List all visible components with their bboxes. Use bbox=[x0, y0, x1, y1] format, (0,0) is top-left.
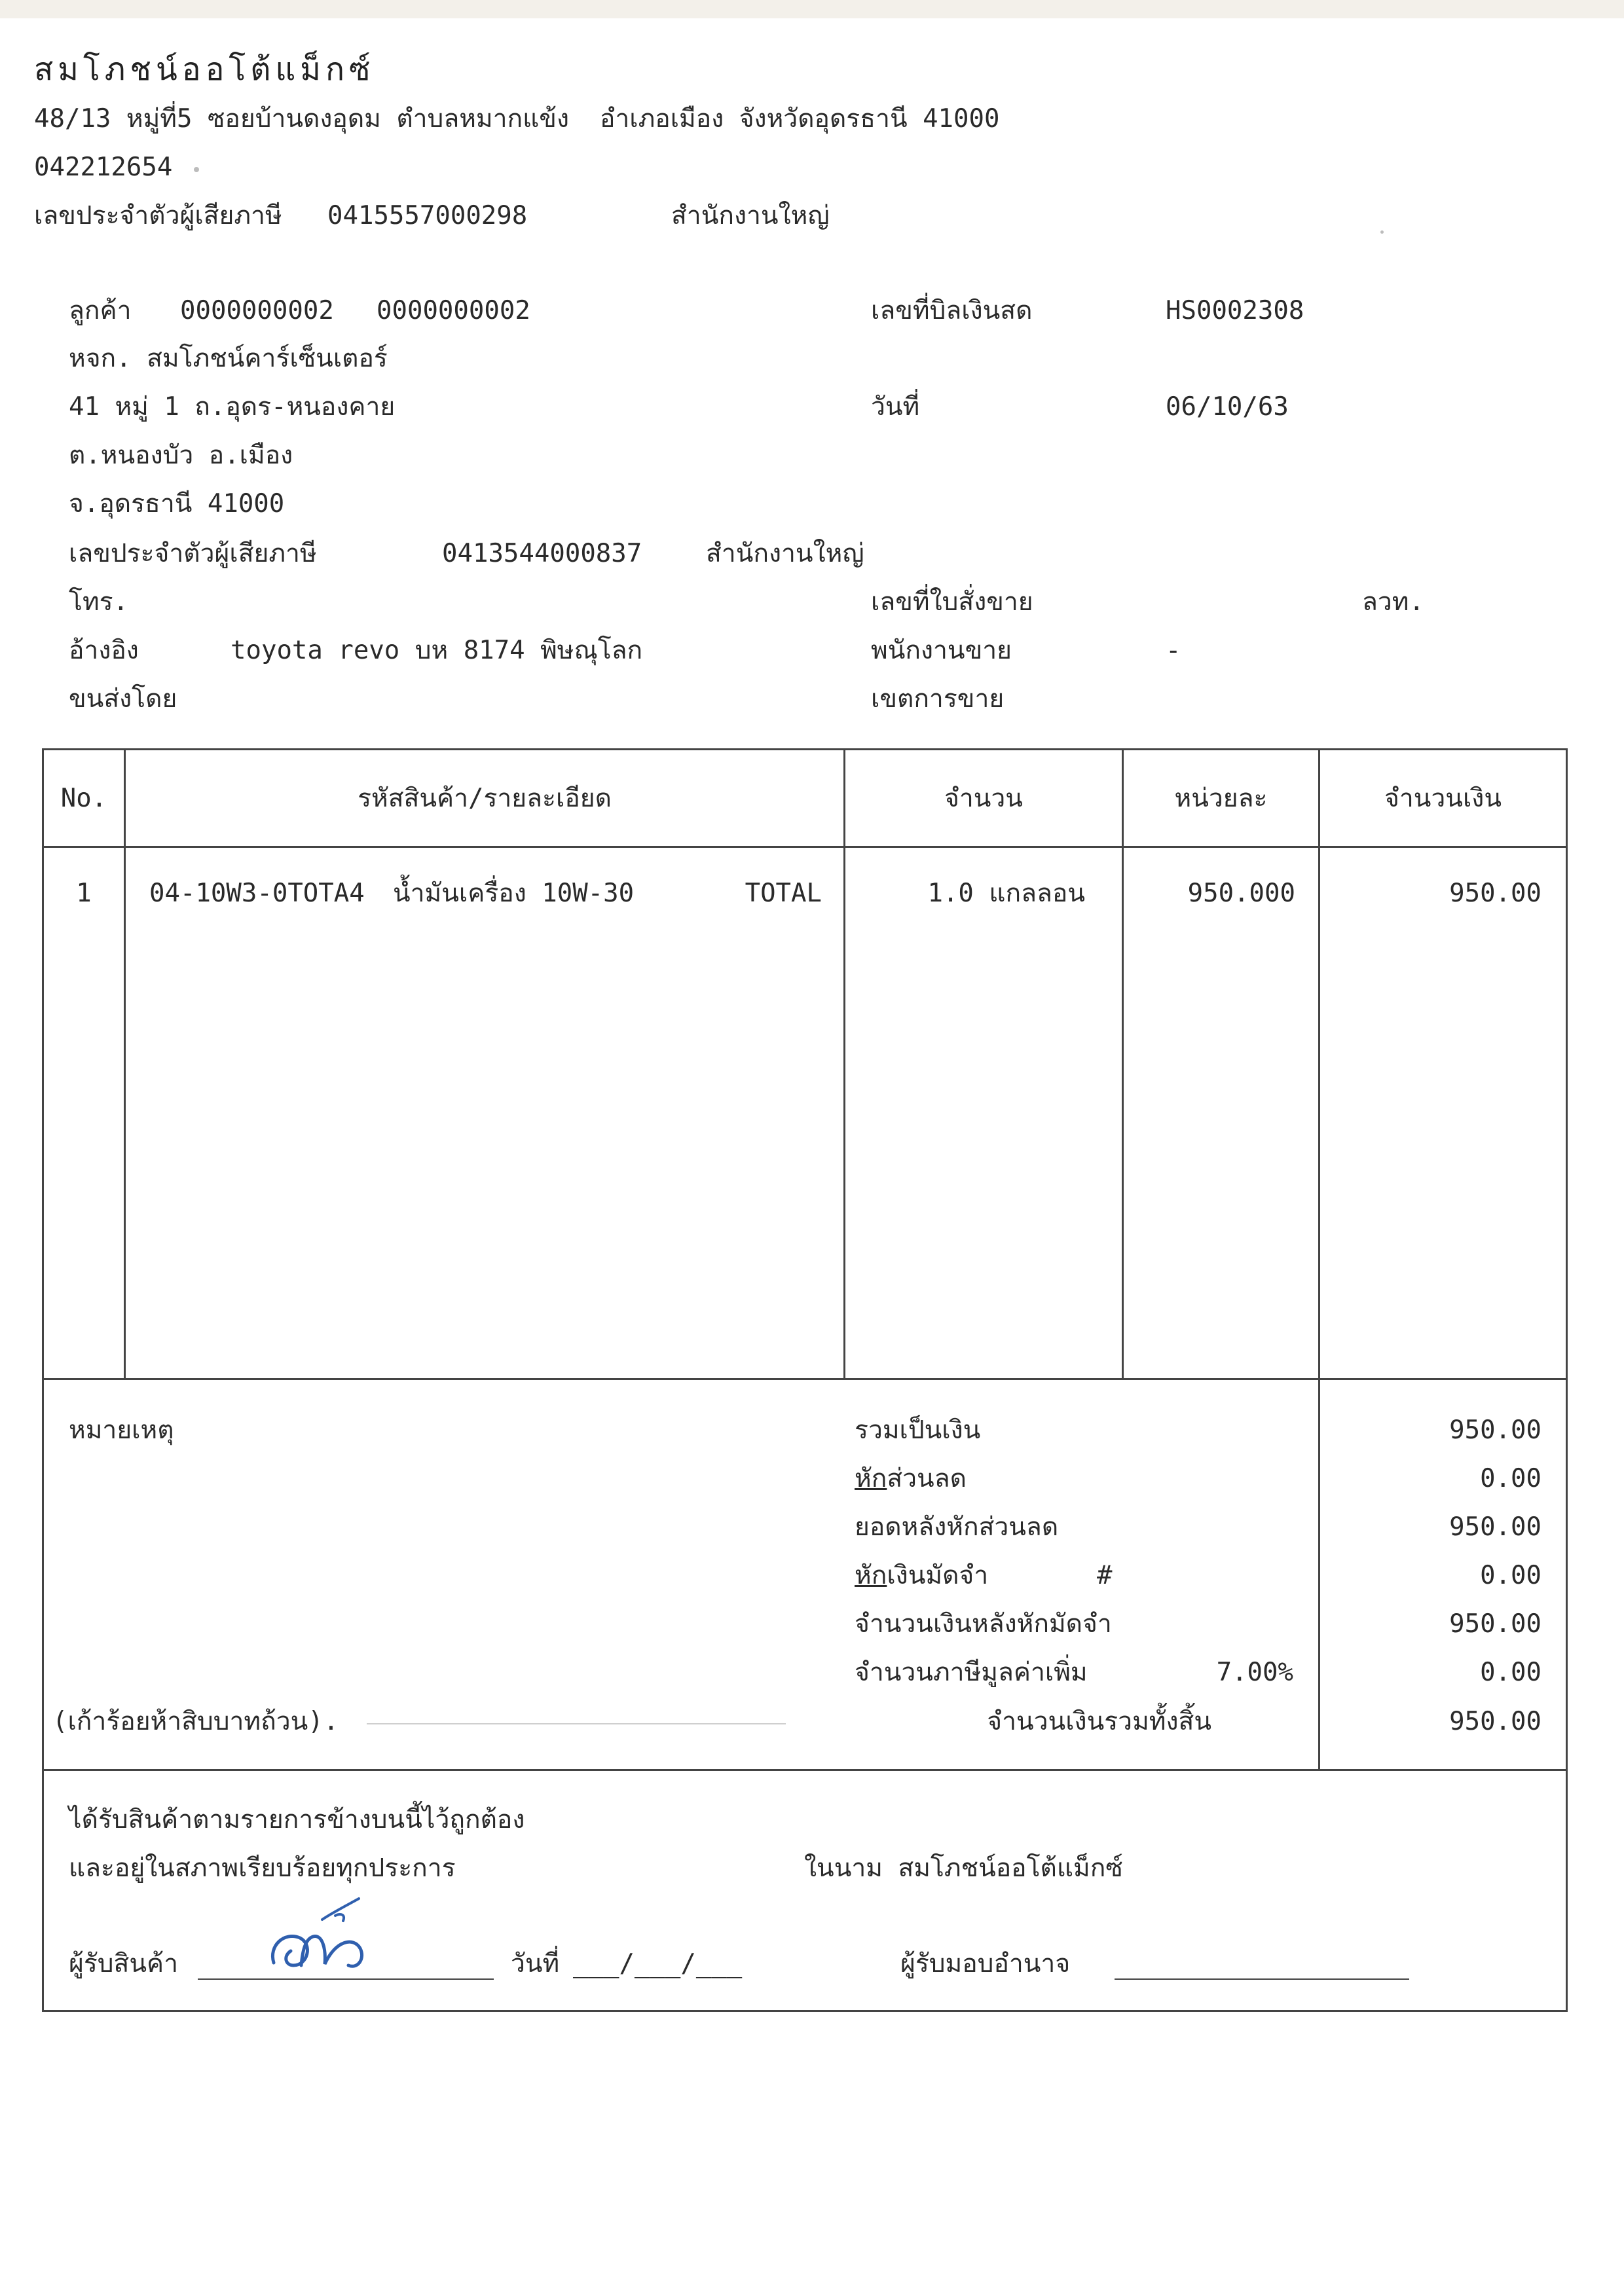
summary-vat-rate: 7.00% bbox=[1216, 1658, 1293, 1687]
company-branch: สำนักงานใหญ่ bbox=[671, 201, 830, 230]
summary-label-discount: หักส่วนลด bbox=[855, 1464, 967, 1493]
scan-top-band bbox=[0, 0, 1624, 18]
header-no: No. bbox=[60, 784, 107, 813]
summary-label-vat: จำนวนภาษีมูลค่าเพิ่ม bbox=[855, 1658, 1088, 1687]
table-body-bottom-rule bbox=[42, 1378, 1568, 1380]
remark-label: หมายเหตุ bbox=[69, 1415, 174, 1445]
reference-value: toyota revo บห 8174 พิษณุโลก bbox=[231, 636, 643, 665]
reference-label: อ้างอิง bbox=[69, 636, 139, 665]
customer-name: หจก. สมโภชน์คาร์เซ็นเตอร์ bbox=[69, 344, 388, 373]
row-no: 1 bbox=[76, 879, 92, 908]
summary-value-vat: 0.00 bbox=[1480, 1658, 1541, 1687]
receiver-signature bbox=[262, 1886, 386, 1990]
company-phone: 042212654 bbox=[34, 153, 173, 182]
col-divider-qty bbox=[1122, 748, 1124, 1378]
summary-value-discount: 0.00 bbox=[1480, 1464, 1541, 1493]
company-tax-id-label: เลขประจำตัวผู้เสียภาษี bbox=[34, 201, 282, 230]
customer-address-2: ต.หนองบัว อ.เมือง bbox=[69, 441, 293, 470]
customer-code-2: 0000000002 bbox=[377, 296, 530, 325]
on-behalf-of: ในนาม สมโภชน์ออโต้แม็กซ์ bbox=[804, 1853, 1123, 1883]
row-quantity: 1.0 แกลลอน bbox=[927, 879, 1085, 908]
grand-total-value: 950.00 bbox=[1449, 1707, 1541, 1736]
invoice-date: 06/10/63 bbox=[1166, 392, 1289, 422]
summary-value-after-discount: 950.00 bbox=[1449, 1512, 1541, 1542]
company-address: 48/13 หมู่ที่5 ซอยบ้านดงอุดม ตำบลหมากแข้ง อำเภอเมือง จังหวัดอุดรธานี 41000 bbox=[34, 104, 1000, 134]
summary-value-deposit: 0.00 bbox=[1480, 1561, 1541, 1590]
receive-date-blank: ___/___/___ bbox=[573, 1949, 743, 1978]
row-item-brand: TOTAL bbox=[745, 879, 822, 908]
receive-date-label: วันที่ bbox=[511, 1949, 560, 1978]
customer-address-1: 41 หมู่ 1 ถ.อุดร-หนองคาย bbox=[69, 392, 396, 422]
scan-speck bbox=[194, 167, 199, 172]
customer-tax-id-label: เลขประจำตัวผู้เสียภาษี bbox=[69, 539, 317, 568]
summary-bottom-rule bbox=[42, 1769, 1568, 1771]
customer-phone-label: โทร. bbox=[69, 587, 129, 617]
header-unit-price: หน่วยละ bbox=[1174, 784, 1268, 813]
summary-deposit-hash: # bbox=[1097, 1561, 1113, 1590]
company-name: สมโภชน์ออโต้แม็กซ์ bbox=[34, 51, 375, 88]
bill-no: HS0002308 bbox=[1166, 296, 1304, 325]
customer-tax-id: 0413544000837 bbox=[442, 539, 642, 568]
customer-code-1: 0000000002 bbox=[180, 296, 334, 325]
receiver-label: ผู้รับสินค้า bbox=[69, 1949, 179, 1978]
grand-total-label: จำนวนเงินรวมทั้งสิ้น bbox=[987, 1707, 1211, 1736]
order-no-label: เลขที่ใบสั่งขาย bbox=[871, 587, 1033, 617]
ship-via-label: ขนส่งโดย bbox=[69, 684, 177, 714]
summary-value-after-deposit: 950.00 bbox=[1449, 1609, 1541, 1639]
summary-label-subtotal: รวมเป็นเงิน bbox=[855, 1415, 981, 1445]
received-statement-line2: และอยู่ในสภาพเรียบร้อยทุกประการ bbox=[69, 1853, 456, 1883]
header-description: รหัสสินค้า/รายละเอียด bbox=[358, 784, 612, 813]
received-statement-line1: ได้รับสินค้าตามรายการข้างบนนี้ไว้ถูกต้อง bbox=[69, 1805, 525, 1834]
date-label: วันที่ bbox=[871, 392, 920, 422]
summary-value-subtotal: 950.00 bbox=[1449, 1415, 1541, 1445]
customer-branch: สำนักงานใหญ่ bbox=[706, 539, 864, 568]
customer-address-3: จ.อุดรธานี 41000 bbox=[69, 489, 285, 519]
row-item-code: 04-10W3-0TOTA4 bbox=[149, 879, 365, 908]
amount-in-words-rule bbox=[367, 1723, 786, 1724]
header-amount: จำนวนเงิน bbox=[1384, 784, 1502, 813]
table-header-divider bbox=[42, 846, 1568, 848]
header-quantity: จำนวน bbox=[944, 784, 1023, 813]
salesperson-label: พนักงานขาย bbox=[871, 636, 1012, 665]
summary-label-deposit: หักเงินมัดจำ bbox=[855, 1561, 989, 1590]
row-amount: 950.00 bbox=[1449, 879, 1541, 908]
sales-area-label: เขตการขาย bbox=[871, 684, 1005, 714]
credit-label: ลวท. bbox=[1362, 587, 1424, 617]
row-item-name: น้ำมันเครื่อง 10W-30 bbox=[393, 879, 635, 908]
customer-label: ลูกค้า bbox=[69, 296, 132, 325]
bill-no-label: เลขที่บิลเงินสด bbox=[871, 296, 1033, 325]
amount-in-words: (เก้าร้อยห้าสิบบาทถ้วน). bbox=[52, 1707, 339, 1736]
row-unit-price: 950.000 bbox=[1187, 879, 1295, 908]
authorized-signature-line bbox=[1115, 1978, 1409, 1980]
salesperson-value: - bbox=[1166, 636, 1181, 665]
authorized-label: ผู้รับมอบอำนาจ bbox=[900, 1949, 1071, 1978]
col-divider-desc bbox=[843, 748, 845, 1378]
scan-speck bbox=[1380, 230, 1384, 234]
company-tax-id: 0415557000298 bbox=[327, 201, 528, 230]
summary-label-after-discount: ยอดหลังหักส่วนลด bbox=[855, 1512, 1059, 1542]
col-divider-no bbox=[124, 748, 126, 1378]
summary-label-after-deposit: จำนวนเงินหลังหักมัดจำ bbox=[855, 1609, 1112, 1639]
